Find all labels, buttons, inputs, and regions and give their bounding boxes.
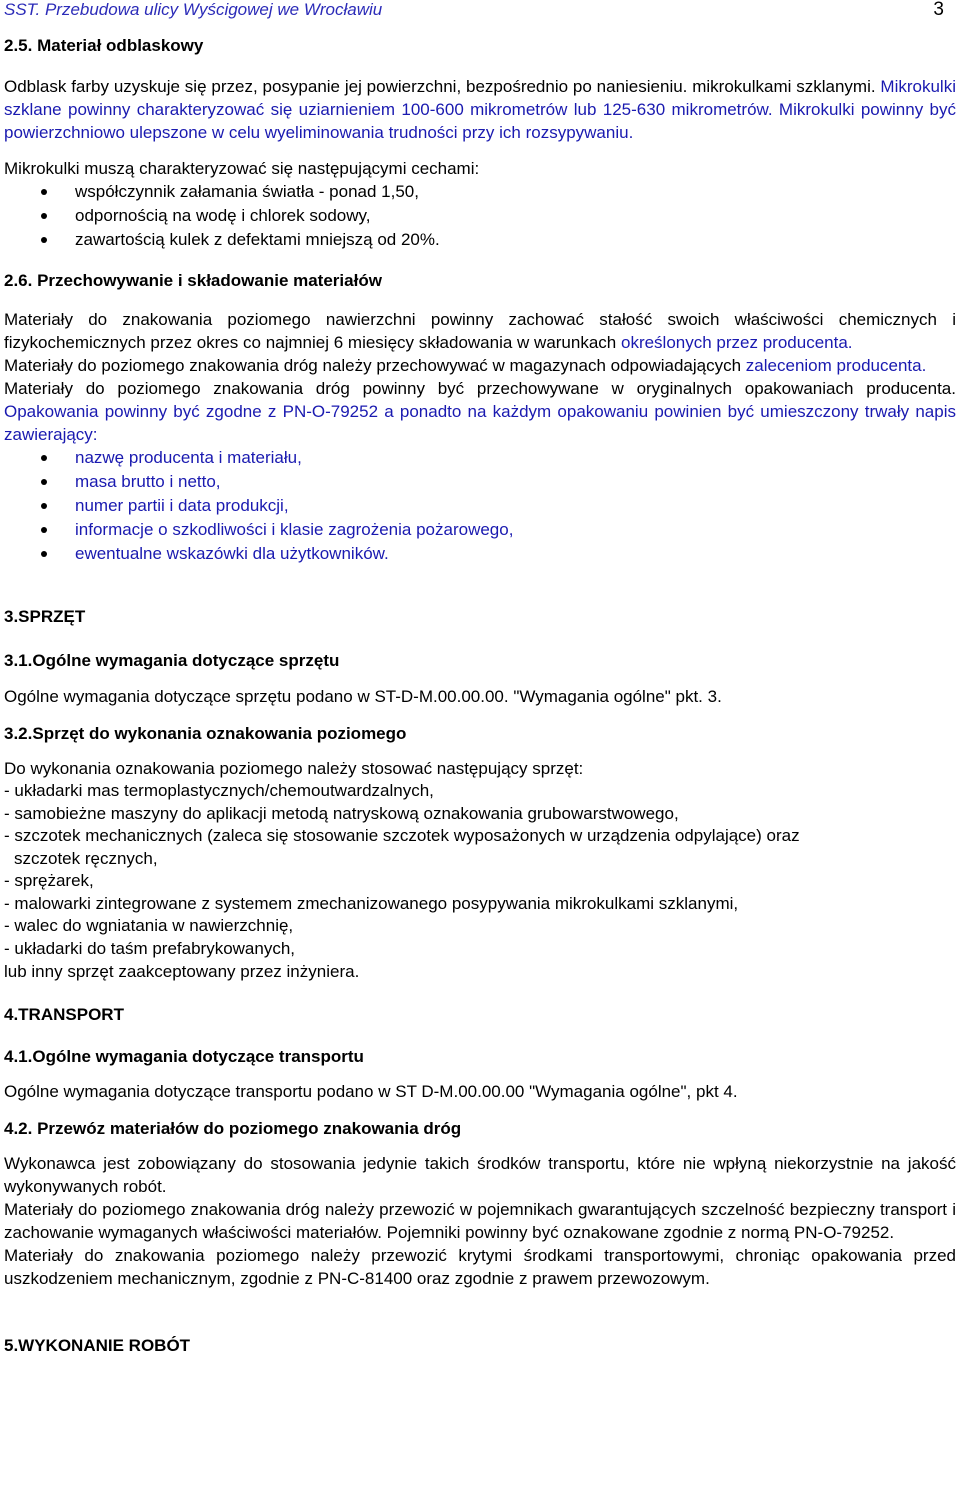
list-item: zawartością kulek z defektami mniejszą od 20%. <box>4 228 956 252</box>
paragraph-przechowywanie-2: Materiały do poziomego znakowania dróg należy przechowywać w magazynach odpowiadających zaleceniom producenta. <box>4 356 927 375</box>
equipment-list <box>4 780 956 960</box>
list-item: - malowarki zintegrowane z systemem zmechanizowanego posypywania mikrokulkami szklanymi, <box>4 893 739 913</box>
paragraph-transport-2: Materiały do poziomego znakowania dróg należy przewozić w pojemnikach gwarantujących szczelność bezpieczny transport i zachowanie wymaganych właściwości materiałów. Pojemniki powinny być oznakowane zgodnie z normą PN-O-79252. <box>4 1200 956 1242</box>
section-heading-4-2: 4.2. Przewóz materiałów do poziomego znakowania dróg <box>4 1119 462 1138</box>
section-heading-4: 4.TRANSPORT <box>4 1005 124 1024</box>
page-header <box>4 0 956 22</box>
section-heading-3-2: 3.2.Sprzęt do wykonania oznakowania poziomego <box>4 724 407 743</box>
section-heading-5: 5.WYKONANIE ROBÓT <box>4 1336 191 1355</box>
paragraph-cechy: Mikrokulki muszą charakteryzować się następującymi cechami: <box>4 159 480 178</box>
paragraph-przechowywanie-1: Materiały do znakowania poziomego nawierzchni powinny zachować stałość swoich właściwości chemicznych i fizykochemicznych przez okres co najmniej 6 miesięcy składowania w warunkach określonych przez producenta. <box>4 310 956 352</box>
section-heading-2-6: 2.6. Przechowywanie i składowanie materiałów <box>4 271 382 290</box>
bullet-list-cechy <box>4 180 956 252</box>
paragraph-transport-1: Wykonawca jest zobowiązany do stosowania jedynie takich środków transportu, które nie wpłyną niekorzystnie na jakość wykonywanych robót. <box>4 1154 956 1196</box>
list-item: - walec do wgniatania w nawierzchnię, <box>4 916 294 935</box>
list-item: masa brutto i netto, <box>4 470 956 494</box>
list-item: nazwę producenta i materiału, <box>4 446 956 470</box>
list-item: - układarki do taśm prefabrykowanych, <box>4 938 296 958</box>
paragraph-sprzet-intro: Do wykonania oznakowania poziomego należy stosować następujący sprzęt: <box>4 759 584 778</box>
list-item: ewentualne wskazówki dla użytkowników. <box>4 542 956 566</box>
list-item: współczynnik załamania światła - ponad 1,50, <box>4 180 956 204</box>
list-item: numer partii i data produkcji, <box>4 494 956 518</box>
page-number: 3 <box>933 0 944 20</box>
document-page <box>4 0 956 1357</box>
list-item: odpornością na wodę i chlorek sodowy, <box>4 204 956 228</box>
paragraph-transport-3: Materiały do znakowania poziomego należy przewozić krytymi środkami transportowymi, chroniąc opakowania przed uszkodzeniem mechanicznym, zgodnie z PN-C-81400 oraz zgodnie z prawem przewozowym. <box>4 1246 956 1288</box>
section-heading-3-1: 3.1.Ogólne wymagania dotyczące sprzętu <box>4 651 340 670</box>
list-item: - samobieżne maszyny do aplikacji metodą natryskową oznakowania grubowarstwowego, <box>4 803 679 823</box>
paragraph-przechowywanie-3: Materiały do poziomego znakowania dróg powinny być przechowywane w oryginalnych opakowaniach producenta. Opakowania powinny być zgodne z PN-O-79252 a ponadto na każdym opakowaniu powinien być umieszczony trwały napis zawierający: <box>4 379 956 444</box>
paragraph-transport-ogolne: Ogólne wymagania dotyczące transportu podano w ST D-M.00.00.00 "Wymagania ogólne", pkt 4. <box>4 1082 738 1101</box>
section-heading-4-1: 4.1.Ogólne wymagania dotyczące transportu <box>4 1047 364 1066</box>
section-heading-2-5: 2.5. Materiał odblaskowy <box>4 36 204 55</box>
list-item: - układarki mas termoplastycznych/chemoutwardzalnych, <box>4 781 434 800</box>
bullet-list-napis <box>4 446 956 566</box>
paragraph-odblask: Odblask farby uzyskuje się przez, posypanie jej powierzchni, bezpośrednio po naniesieniu. mikrokulkami szklanymi. Mikrokulki szklane powinny charakteryzować się uziarnieniem 100-600 mikrometrów lub 125-630 mikrometrów. Mikrokulki powinny być powierzchniowo ulepszone w celu wyeliminowania trudności przy ich rozsypywaniu. <box>4 77 956 142</box>
list-item: - szczotek mechanicznych (zaleca się stosowanie szczotek wyposażonych w urządzenia odpylające) oraz szczotek ręcznych, <box>4 826 800 868</box>
list-item: - sprężarek, <box>4 871 94 890</box>
paragraph-sprzet-closing: lub inny sprzęt zaakceptowany przez inżyniera. <box>4 962 360 981</box>
list-item: informacje o szkodliwości i klasie zagrożenia pożarowego, <box>4 518 956 542</box>
section-heading-3: 3.SPRZĘT <box>4 607 86 626</box>
paragraph-sprzet-ogolne: Ogólne wymagania dotyczące sprzętu podano w ST-D-M.00.00.00. "Wymagania ogólne" pkt. 3. <box>4 687 722 706</box>
header-title: SST. Przebudowa ulicy Wyścigowej we Wrocławiu <box>4 0 383 19</box>
